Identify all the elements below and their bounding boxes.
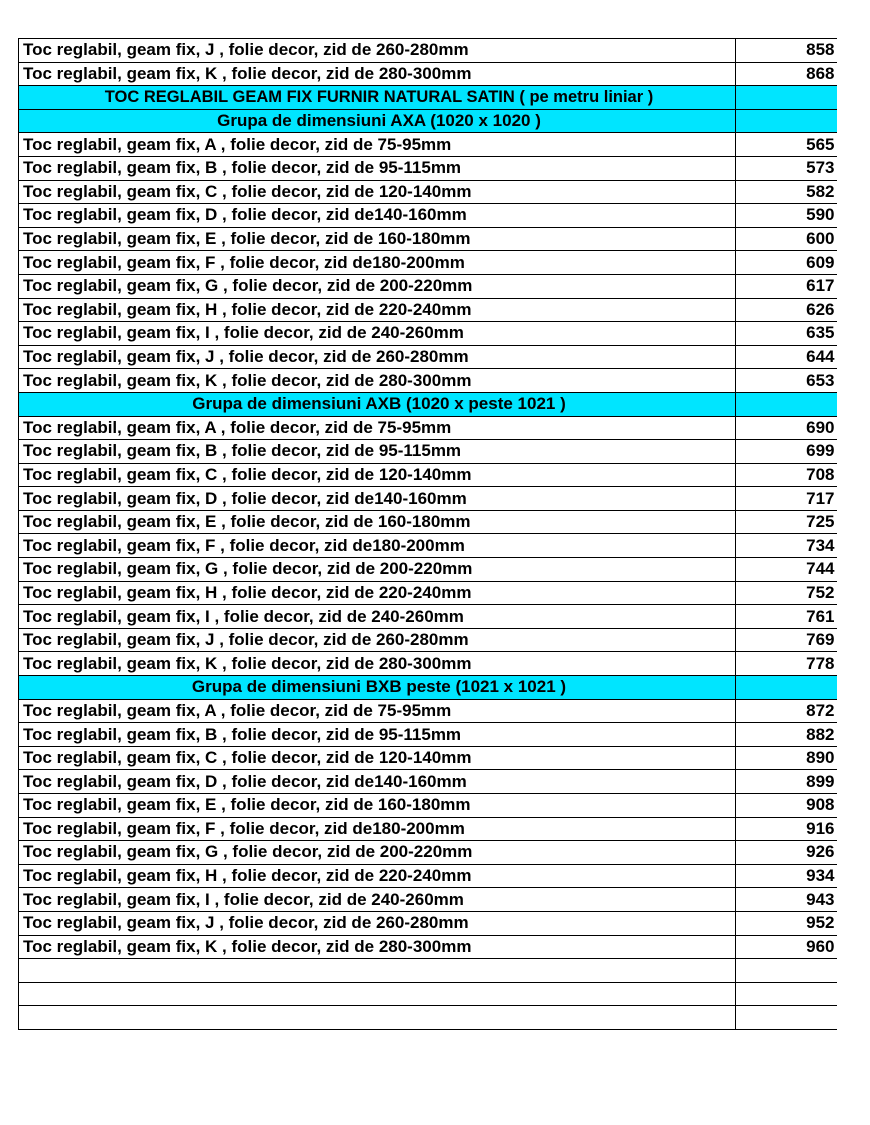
- item-price: [736, 1006, 837, 1030]
- item-description: Toc reglabil, geam fix, J , folie decor, zid de 260-280mm: [19, 911, 736, 935]
- section-title: TOC REGLABIL GEAM FIX FURNIR NATURAL SATIN ( pe metru liniar ): [19, 86, 736, 110]
- item-price: 573: [736, 156, 837, 180]
- item-description: Toc reglabil, geam fix, D , folie decor, zid de140-160mm: [19, 770, 736, 794]
- table-row: [19, 180, 837, 204]
- table-row: [19, 770, 837, 794]
- item-description: Toc reglabil, geam fix, J , folie decor, zid de 260-280mm: [19, 39, 736, 63]
- item-price: [736, 392, 837, 416]
- table-row: [19, 935, 837, 959]
- item-price: 952: [736, 911, 837, 935]
- item-price: 717: [736, 487, 837, 511]
- item-description: Toc reglabil, geam fix, J , folie decor, zid de 260-280mm: [19, 345, 736, 369]
- item-description: Toc reglabil, geam fix, K , folie decor, zid de 280-300mm: [19, 369, 736, 393]
- item-description: Toc reglabil, geam fix, I , folie decor, zid de 240-260mm: [19, 605, 736, 629]
- item-price: 734: [736, 534, 837, 558]
- item-price: [736, 676, 837, 700]
- item-description: Toc reglabil, geam fix, J , folie decor, zid de 260-280mm: [19, 628, 736, 652]
- table-row: [19, 888, 837, 912]
- table-row: [19, 463, 837, 487]
- item-price: 926: [736, 841, 837, 865]
- item-price: 653: [736, 369, 837, 393]
- item-price: 890: [736, 746, 837, 770]
- table-row: [19, 699, 837, 723]
- table-row: [19, 227, 837, 251]
- item-description: Toc reglabil, geam fix, C , folie decor, zid de 120-140mm: [19, 746, 736, 770]
- table-row: [19, 487, 837, 511]
- item-price: 635: [736, 322, 837, 346]
- table-row: [19, 440, 837, 464]
- item-price: 769: [736, 628, 837, 652]
- table-row: [19, 204, 837, 228]
- item-price: 868: [736, 62, 837, 86]
- item-price: 617: [736, 274, 837, 298]
- item-description: Toc reglabil, geam fix, D , folie decor, zid de140-160mm: [19, 204, 736, 228]
- table-row: [19, 605, 837, 629]
- table-row: [19, 817, 837, 841]
- item-description: Toc reglabil, geam fix, I , folie decor, zid de 240-260mm: [19, 888, 736, 912]
- item-price: 761: [736, 605, 837, 629]
- item-price: [736, 959, 837, 983]
- item-price: [736, 109, 837, 133]
- item-description: Toc reglabil, geam fix, G , folie decor, zid de 200-220mm: [19, 841, 736, 865]
- item-price: 934: [736, 864, 837, 888]
- item-description: [19, 959, 736, 983]
- item-price: 626: [736, 298, 837, 322]
- table-row: [19, 298, 837, 322]
- table-row: [19, 251, 837, 275]
- item-description: Toc reglabil, geam fix, K , folie decor, zid de 280-300mm: [19, 62, 736, 86]
- item-price: 752: [736, 581, 837, 605]
- item-price: 582: [736, 180, 837, 204]
- item-description: Toc reglabil, geam fix, C , folie decor, zid de 120-140mm: [19, 463, 736, 487]
- item-description: Toc reglabil, geam fix, G , folie decor, zid de 200-220mm: [19, 274, 736, 298]
- item-description: Toc reglabil, geam fix, H , folie decor, zid de 220-240mm: [19, 581, 736, 605]
- table-row: [19, 156, 837, 180]
- table-row: [19, 652, 837, 676]
- empty-row: [19, 959, 837, 983]
- table-row: [19, 322, 837, 346]
- table-row: [19, 746, 837, 770]
- group-title: Grupa de dimensiuni BXB peste (1021 x 1021 ): [19, 676, 736, 700]
- item-price: 565: [736, 133, 837, 157]
- item-description: Toc reglabil, geam fix, K , folie decor, zid de 280-300mm: [19, 935, 736, 959]
- item-price: [736, 86, 837, 110]
- item-description: Toc reglabil, geam fix, G , folie decor, zid de 200-220mm: [19, 558, 736, 582]
- item-description: Toc reglabil, geam fix, E , folie decor, zid de 160-180mm: [19, 227, 736, 251]
- item-price: 699: [736, 440, 837, 464]
- table-row: [19, 911, 837, 935]
- group-title: Grupa de dimensiuni AXB (1020 x peste 1021 ): [19, 392, 736, 416]
- item-price: 916: [736, 817, 837, 841]
- table-row: [19, 628, 837, 652]
- item-description: Toc reglabil, geam fix, D , folie decor, zid de140-160mm: [19, 487, 736, 511]
- item-description: Toc reglabil, geam fix, E , folie decor, zid de 160-180mm: [19, 510, 736, 534]
- item-price: 725: [736, 510, 837, 534]
- table-row: [19, 133, 837, 157]
- item-price: 858: [736, 39, 837, 63]
- table-row: [19, 39, 837, 63]
- table-row: [19, 274, 837, 298]
- item-description: Toc reglabil, geam fix, B , folie decor, zid de 95-115mm: [19, 723, 736, 747]
- item-description: [19, 982, 736, 1006]
- item-description: Toc reglabil, geam fix, F , folie decor, zid de180-200mm: [19, 534, 736, 558]
- item-price: 644: [736, 345, 837, 369]
- table-row: [19, 864, 837, 888]
- group-header-row: [19, 676, 837, 700]
- item-price: 690: [736, 416, 837, 440]
- price-table-body: [19, 39, 837, 1030]
- item-description: Toc reglabil, geam fix, K , folie decor, zid de 280-300mm: [19, 652, 736, 676]
- item-price: 899: [736, 770, 837, 794]
- item-price: 882: [736, 723, 837, 747]
- item-price: 908: [736, 794, 837, 818]
- item-description: Toc reglabil, geam fix, E , folie decor, zid de 160-180mm: [19, 794, 736, 818]
- item-description: Toc reglabil, geam fix, B , folie decor, zid de 95-115mm: [19, 156, 736, 180]
- item-price: 744: [736, 558, 837, 582]
- table-row: [19, 369, 837, 393]
- table-row: [19, 416, 837, 440]
- item-price: 708: [736, 463, 837, 487]
- item-description: [19, 1006, 736, 1030]
- table-row: [19, 723, 837, 747]
- item-description: Toc reglabil, geam fix, C , folie decor, zid de 120-140mm: [19, 180, 736, 204]
- item-price: 600: [736, 227, 837, 251]
- item-description: Toc reglabil, geam fix, A , folie decor, zid de 75-95mm: [19, 416, 736, 440]
- table-row: [19, 510, 837, 534]
- item-price: 943: [736, 888, 837, 912]
- group-header-row: [19, 392, 837, 416]
- item-description: Toc reglabil, geam fix, F , folie decor, zid de180-200mm: [19, 817, 736, 841]
- table-row: [19, 534, 837, 558]
- item-description: Toc reglabil, geam fix, B , folie decor, zid de 95-115mm: [19, 440, 736, 464]
- item-description: Toc reglabil, geam fix, H , folie decor, zid de 220-240mm: [19, 298, 736, 322]
- item-description: Toc reglabil, geam fix, A , folie decor, zid de 75-95mm: [19, 133, 736, 157]
- section-title-row: [19, 86, 837, 110]
- item-description: Toc reglabil, geam fix, A , folie decor, zid de 75-95mm: [19, 699, 736, 723]
- item-price: [736, 982, 837, 1006]
- item-price: 872: [736, 699, 837, 723]
- price-table: [18, 38, 837, 1030]
- item-description: Toc reglabil, geam fix, F , folie decor, zid de180-200mm: [19, 251, 736, 275]
- item-price: 960: [736, 935, 837, 959]
- table-row: [19, 841, 837, 865]
- group-header-row: [19, 109, 837, 133]
- item-price: 609: [736, 251, 837, 275]
- empty-row: [19, 1006, 837, 1030]
- item-description: Toc reglabil, geam fix, H , folie decor, zid de 220-240mm: [19, 864, 736, 888]
- item-price: 778: [736, 652, 837, 676]
- table-row: [19, 345, 837, 369]
- group-title: Grupa de dimensiuni AXA (1020 x 1020 ): [19, 109, 736, 133]
- table-row: [19, 794, 837, 818]
- item-description: Toc reglabil, geam fix, I , folie decor, zid de 240-260mm: [19, 322, 736, 346]
- table-row: [19, 558, 837, 582]
- empty-row: [19, 982, 837, 1006]
- table-row: [19, 581, 837, 605]
- table-row: [19, 62, 837, 86]
- item-price: 590: [736, 204, 837, 228]
